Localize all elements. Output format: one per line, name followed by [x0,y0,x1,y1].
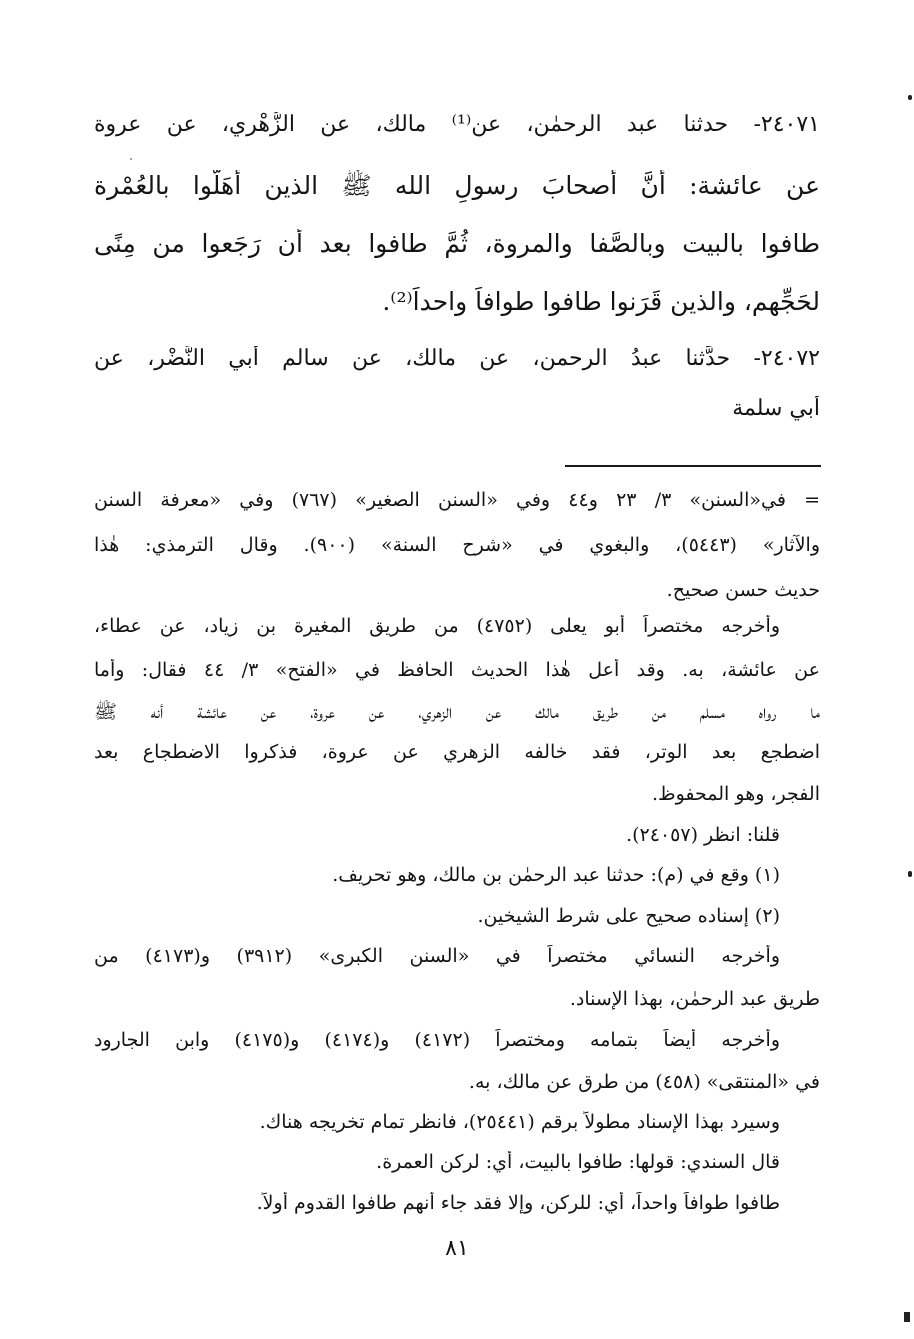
hadith-24072-line-2: أبي سلمة [732,396,820,421]
footnote-line: قال السندي: قولها: طافوا بالبيت، أي: لركن العمرة. [376,1151,780,1173]
footnote-line: اضطجع بعد الوتر، فقد خالفه الزهري عن عروة، فذكروا الاضطجاع بعد [94,741,820,763]
scan-speck [908,95,912,100]
footnote-separator [565,465,821,467]
footnote-line: طافوا طوافاً واحداً، أي: للركن، وإلا فقد جاء أنهم طافوا القدوم أولاً. [256,1192,780,1214]
footnote-line: وأخرجه مختصراً أبو يعلى (٤٧٥٢) من طريق المغيرة بن زياد، عن عطاء، [94,615,780,637]
footnote-line: ما رواه مسلم من طريق مالك عن الزهري، عن عروة، عن عائشة أنه ﷺ [94,701,820,723]
footnote-line: قلنا: انظر (٢٤٠٥٧). [626,824,780,846]
hadith-24071-line-4: لحَجِّهم، والذين قَرَنوا طافوا طوافاً واحداً⁽²⁾. [382,287,820,316]
hadith-24071-line-1: ٢٤٠٧١- حدثنا عبد الرحمٰن، عن⁽¹⁾ مالك، عن الزُّهْري، عن عروة [94,112,820,137]
footnote-line: في «المنتقى» (٤٥٨) من طرق عن مالك، به. [468,1071,820,1093]
footnote-line: طريق عبد الرحمٰن، بهذا الإسناد. [569,988,820,1010]
hadith-24072-line-1: ٢٤٠٧٢- حدَّثنا عبدُ الرحمن، عن مالك، عن سالم أبي النَّضْر، عن [94,346,820,371]
scan-speck [904,1312,910,1322]
hadith-24071-line-2: عن عائشة: أنَّ أصحابَ رسولِ الله ﷺ الذين أهَلُّوا بالعُمْرة [94,171,820,200]
footnote-line: وسيرد بهذا الإسناد مطولاً برقم (٢٥٤٤١)، فانظر تمام تخريجه هناك. [259,1111,780,1133]
footnote-line: وأخرجه أيضاً بتمامه ومختصراً (٤١٧٢) و(٤١٧٤) و(٤١٧٥) وابن الجارود [94,1029,780,1051]
page-number: ٨١ [445,1236,469,1261]
footnote-line: والآثار» (٥٤٤٣)، والبغوي في «شرح السنة» (٩٠٠). وقال الترمذي: هٰذا [94,534,820,556]
footnote-line: عن عائشة، به. وقد أعل هٰذا الحديث الحافظ في «الفتح» ٣/ ٤٤ فقال: وأما [94,659,820,681]
footnote-line: الفجر، وهو المحفوظ. [651,783,820,805]
footnote-line: = في«السنن» ٣/ ٢٣ و٤٤ وفي «السنن الصغير» (٧٦٧) وفي «معرفة السنن [94,489,820,511]
footnote-line: وأخرجه النسائي مختصراً في «السنن الكبرى» (٣٩١٢) و(٤١٧٣) من [94,945,781,967]
scan-speck [130,158,132,160]
footnote-2: (٢) إسناده صحيح على شرط الشيخين. [477,905,780,927]
footnote-1: (١) وقع في (م): حدثنا عبد الرحمٰن بن مالك، وهو تحريف. [332,864,780,886]
footnote-line: حديث حسن صحيح. [666,579,820,601]
scan-speck [908,871,912,877]
hadith-24071-line-3: طافوا بالبيت وبالصَّفا والمروة، ثُمَّ طافوا بعد أن رَجَعوا من مِنًى [94,229,820,258]
